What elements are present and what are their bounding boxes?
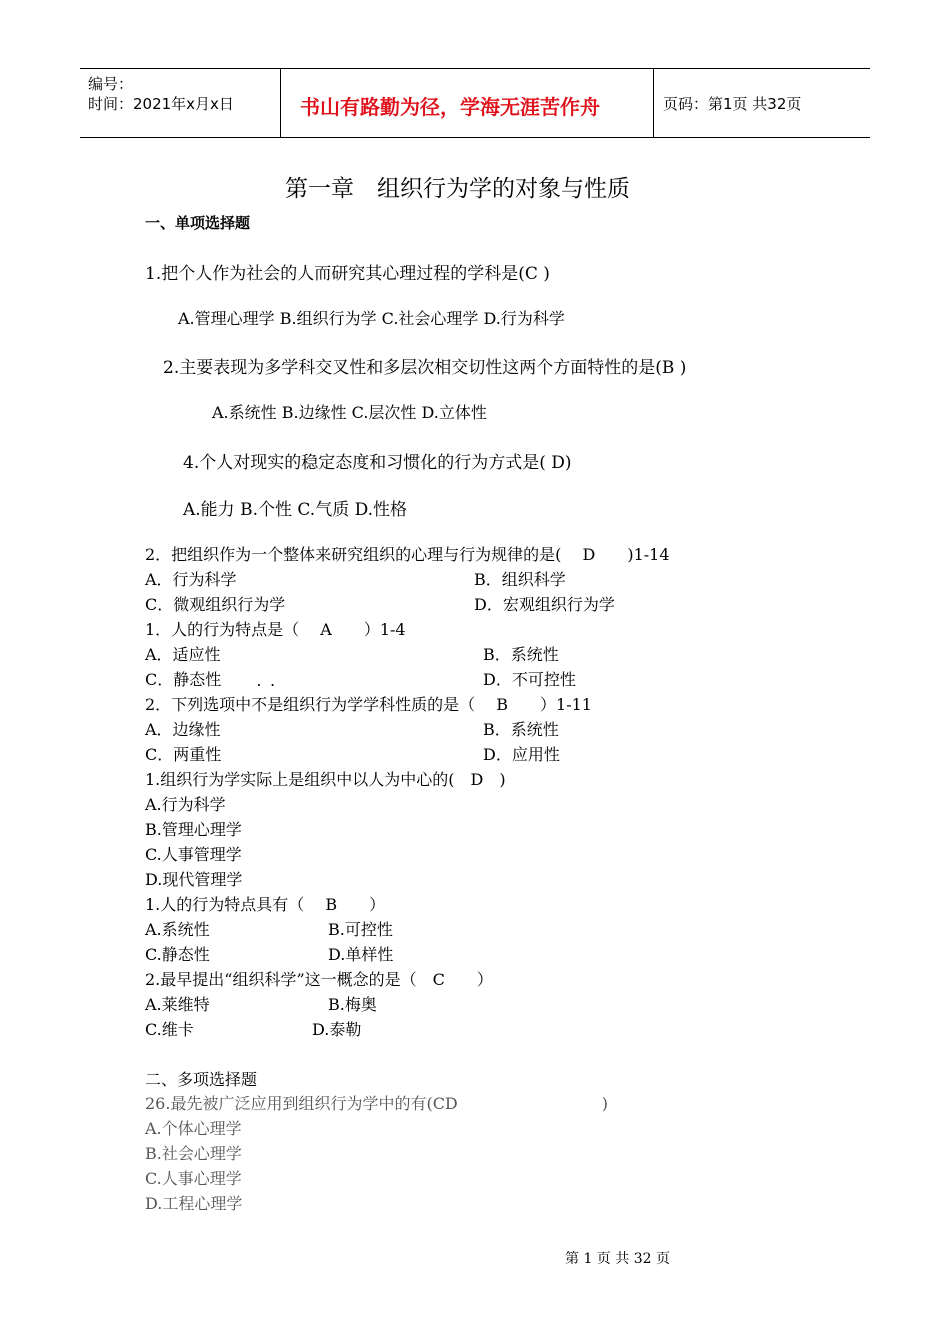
option-c: C.人事管理学 bbox=[145, 845, 242, 864]
option-d: D．不可控性 bbox=[483, 670, 576, 689]
option-d: D．应用性 bbox=[483, 745, 560, 764]
question-options: A.管理心理学 B.组织行为学 C.社会心理学 D.行为科学 bbox=[178, 309, 565, 328]
header-motto: 书山有路勤为径，学海无涯苦作舟 bbox=[300, 95, 600, 119]
option-a: A．边缘性 bbox=[145, 720, 221, 739]
option-b: B.梅奥 bbox=[328, 995, 377, 1014]
option-a: A.行为科学 bbox=[145, 795, 226, 814]
option-a: A.系统性 bbox=[145, 920, 210, 939]
question-text: 1.人的行为特点具有（ B ） bbox=[145, 895, 386, 914]
option-c: C．微观组织行为学 bbox=[145, 595, 286, 614]
question-text: 4.个人对现实的稳定态度和习惯化的行为方式是( D) bbox=[183, 453, 572, 473]
option-b: B.可控性 bbox=[328, 920, 393, 939]
page-footer: 第 1 页 共 32 页 bbox=[565, 1251, 670, 1267]
header-table bbox=[80, 68, 870, 138]
header-page-number: 页码：第1页 共32页 bbox=[663, 95, 802, 113]
option-b: B.社会心理学 bbox=[145, 1144, 242, 1163]
option-b: B．组织科学 bbox=[474, 570, 566, 589]
question-text: 2．把组织作为一个整体来研究组织的心理与行为规律的是( D )1-14 bbox=[145, 545, 670, 564]
question-options: A.系统性 B.边缘性 C.层次性 D.立体性 bbox=[212, 403, 487, 422]
section-multiple-choice: 二、多项选择题 bbox=[145, 1070, 258, 1089]
option-d: D.现代管理学 bbox=[145, 870, 243, 889]
option-c: C．两重性 bbox=[145, 745, 222, 764]
emphasis-dots: · · bbox=[257, 679, 278, 692]
option-a: A．行为科学 bbox=[145, 570, 237, 589]
doc-number-label: 编号： bbox=[88, 75, 134, 93]
question-options: A.能力 B.个性 C.气质 D.性格 bbox=[183, 500, 408, 520]
option-a: A．适应性 bbox=[145, 645, 221, 664]
option-b: B．系统性 bbox=[483, 645, 559, 664]
doc-time-label: 时间：2021年x月x日 bbox=[88, 95, 234, 113]
question-text: 2.主要表现为多学科交叉性和多层次相交切性这两个方面特性的是(B ) bbox=[163, 358, 687, 378]
option-b: B．系统性 bbox=[483, 720, 559, 739]
option-b: B.管理心理学 bbox=[145, 820, 242, 839]
option-c: C.维卡 bbox=[145, 1020, 194, 1039]
header-info-cell bbox=[80, 69, 281, 137]
section-single-choice: 一、单项选择题 bbox=[145, 214, 251, 232]
header-page-cell bbox=[654, 69, 870, 137]
option-d: D.单样性 bbox=[328, 945, 394, 964]
question-text: 1．人的行为特点是（ A ）1-4 bbox=[145, 620, 406, 639]
header-motto-cell bbox=[281, 69, 654, 137]
option-a: A.个体心理学 bbox=[145, 1119, 242, 1138]
question-text: 2.最早提出“组织科学”这一概念的是（ C ） bbox=[145, 970, 493, 989]
chapter-title: 第一章 组织行为学的对象与性质 bbox=[285, 176, 630, 202]
option-c: C.人事心理学 bbox=[145, 1169, 242, 1188]
option-c: C．静态性 bbox=[145, 670, 222, 689]
option-d: D.工程心理学 bbox=[145, 1194, 243, 1213]
option-d: D．宏观组织行为学 bbox=[474, 595, 615, 614]
question-text: 1.组织行为学实际上是组织中以人为中心的( D ) bbox=[145, 770, 506, 789]
option-a: A.莱维特 bbox=[145, 995, 210, 1014]
question-text: 2．下列选项中不是组织行为学学科性质的是（ B ）1-11 bbox=[145, 695, 592, 714]
question-text: 26.最先被广泛应用到组织行为学中的有(CD ) bbox=[145, 1094, 609, 1113]
question-text: 1.把个人作为社会的人而研究其心理过程的学科是(C ) bbox=[145, 264, 550, 284]
option-d: D.泰勒 bbox=[312, 1020, 362, 1039]
option-c: C.静态性 bbox=[145, 945, 210, 964]
